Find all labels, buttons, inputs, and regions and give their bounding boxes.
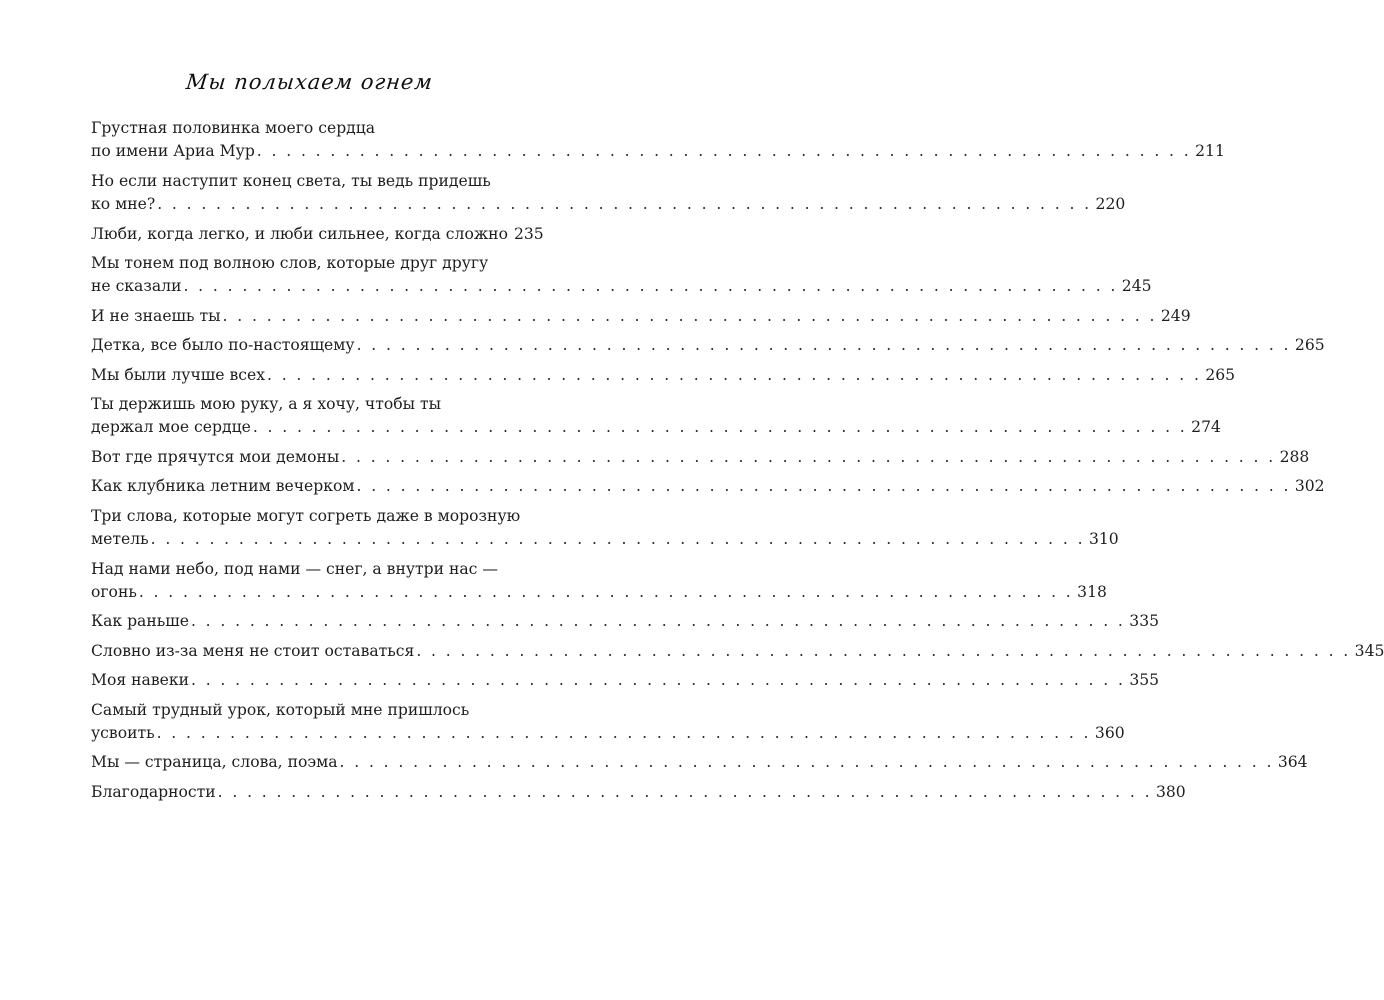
toc-entry[interactable] <box>91 334 1325 357</box>
dot-leader: . . . . . . . . . . . . . . . . . . . . . . . . . . . . . . . . . . . . . . . . . . . . . . . . . . . . . . . . . . . . . . . . <box>150 530 1085 549</box>
toc-entry-last-line <box>91 581 1107 604</box>
page-number: 249 <box>1160 306 1191 325</box>
toc-entry-title-line: Но если наступит конец света, ты ведь придешь <box>91 171 491 190</box>
toc-entry[interactable] <box>91 305 1191 328</box>
toc-entry-last-line <box>91 610 1160 633</box>
page-number: 380 <box>1155 782 1186 801</box>
toc-entry-last-line <box>91 751 1308 774</box>
toc-entry-last-line <box>91 781 1186 804</box>
toc-entry-title-line: усвоить <box>91 723 155 742</box>
toc-entry-title-line: Вот где прячутся мои демоны <box>91 447 340 466</box>
dot-leader: . . . . . . . . . . . . . . . . . . . . . . . . . . . . . . . . . . . . . . . . . . . . . . . . . . . . . . . . . . . . . . . . <box>191 671 1126 690</box>
page-number: 302 <box>1294 477 1325 496</box>
toc-entry[interactable] <box>91 446 1310 469</box>
toc-entry-last-line <box>91 640 1384 663</box>
dot-leader: . . . . . . . . . . . . . . . . . . . . . . . . . . . . . . . . . . . . . . . . . . . . . . . . . . . . . . . . . . . . . . . . <box>252 418 1188 437</box>
page-number: 288 <box>1279 447 1310 466</box>
toc-entry-last-line <box>91 416 1221 439</box>
toc-entry-last-line <box>91 475 1325 498</box>
toc-entry-title-line: по имени Ариа Мур <box>91 142 255 161</box>
toc-entry-title-line: Люби, когда легко, и люби сильнее, когда сложно <box>91 224 508 243</box>
dot-leader: . . . . . . . . . . . . . . . . . . . . . . . . . . . . . . . . . . . . . . . . . . . . . . . . . . . . . . . . . . . . . . . . <box>416 641 1351 660</box>
toc-entry[interactable] <box>91 393 1221 440</box>
page-number: 318 <box>1077 582 1107 601</box>
dot-leader: . . . . . . . . . . . . . . . . . . . . . . . . . . . . . . . . . . . . . . . . . . . . . . . . . . . . . . . . . . . . . . . . <box>267 365 1202 384</box>
toc-entry-title-line: Ты держишь мою руку, а я хочу, чтобы ты <box>91 395 442 414</box>
toc-entry[interactable] <box>91 223 544 246</box>
toc-entry-title-line: Как клубника летним вечерком <box>91 477 355 496</box>
page-number: 220 <box>1095 195 1126 214</box>
toc-entry-title-line: Как раньше <box>91 612 189 631</box>
toc-entry-last-line <box>91 364 1236 387</box>
toc-entry-last-line <box>91 669 1160 692</box>
toc-entry[interactable] <box>91 170 1126 217</box>
page-number: 274 <box>1191 418 1221 437</box>
toc-entry-title-line: И не знаешь ты <box>91 306 221 325</box>
toc-entry[interactable] <box>91 640 1384 663</box>
toc-entry[interactable] <box>91 558 1107 605</box>
toc-entry-last-line <box>91 275 1152 298</box>
dot-leader: . . . . . . . . . . . . . . . . . . . . . . . . . . . . . . . . . . . . . . . . . . . . . . . . . . . . . . . . . . . . . . . . <box>341 447 1276 466</box>
toc-entry-title-line: Детка, все было по-настоящему <box>91 336 355 355</box>
dot-leader: . . . . . . . . . . . . . . . . . . . . . . . . . . . . . . . . . . . . . . . . . . . . . . . . . . . . . . . . . . . . . . . . <box>217 782 1152 801</box>
dot-leader: . . . . . . . . . . . . . . . . . . . . . . . . . . . . . . . . . . . . . . . . . . . . . . . . . . . . . . . . . . . . . . . . <box>256 142 1192 161</box>
toc-entry-last-line <box>91 722 1125 745</box>
toc-entry-title-line: метель <box>91 530 149 549</box>
page-number: 245 <box>1121 277 1152 296</box>
toc-entry-last-line <box>91 193 1126 216</box>
dot-leader: . . . . . . . . . . . . . . . . . . . . . . . . . . . . . . . . . . . . . . . . . . . . . . . . . . . . . . . . . . . . . . . . <box>339 753 1274 772</box>
toc-entry-title-line: Благодарности <box>91 782 216 801</box>
toc-entry-title-line: не сказали <box>91 277 182 296</box>
page-number: 265 <box>1205 365 1236 384</box>
toc-entry[interactable] <box>91 751 1308 774</box>
page-number: 360 <box>1094 723 1125 742</box>
toc-entry-last-line <box>91 528 1119 551</box>
toc-entry-title-line: Моя навеки <box>91 671 189 690</box>
toc-entry[interactable] <box>91 364 1236 387</box>
toc-entry[interactable] <box>91 475 1325 498</box>
toc-entry[interactable] <box>91 117 1225 164</box>
dot-leader: . . . . . . . . . . . . . . . . . . . . . . . . . . . . . . . . . . . . . . . . . . . . . . . . . . . . . . . . . . . . . . . . <box>157 195 1092 214</box>
toc-entry-title-line: огонь <box>91 582 137 601</box>
dot-leader: . . . . . . . . . . . . . . . . . . . . . . . . . . . . . . . . . . . . . . . . . . . . . . . . . . . . . . . . . . . . . . . . <box>222 306 1157 325</box>
toc-entry-title-line: Грустная половинка моего сердца <box>91 119 376 137</box>
page-number: 211 <box>1195 142 1225 161</box>
dot-leader: . . . . . . . . . . . . . . . . . . . . . . . . . . . . . . . . . . . . . . . . . . . . . . . . . . . . . . . . . . . . . . . . <box>156 723 1091 742</box>
toc-entry-title-line: Мы были лучше всех <box>91 365 265 384</box>
toc-entry-title-line: Мы тонем под волною слов, которые друг другу <box>91 254 489 273</box>
toc-entry-last-line <box>91 140 1225 163</box>
section-title: Мы полыхаем огнем <box>184 70 435 94</box>
toc-entry[interactable] <box>91 699 1125 746</box>
toc-entry-title-line: Над нами небо, под нами — снег, а внутри нас — <box>91 559 498 578</box>
page-number: 345 <box>1354 641 1384 660</box>
page-number: 235 <box>513 224 544 243</box>
toc-entry[interactable] <box>91 610 1160 633</box>
toc-entry-title-line: Три слова, которые могут согреть даже в морозную <box>91 506 521 525</box>
dot-leader: . . . . . . . . . . . . . . . . . . . . . . . . . . . . . . . . . . . . . . . . . . . . . . . . . . . . . . . . . . . . . . . . <box>356 477 1291 496</box>
toc-entry-last-line <box>91 305 1191 328</box>
page-number: 265 <box>1294 336 1325 355</box>
dot-leader: . . . . . . . . . . . . . . . . . . . . . . . . . . . . . . . . . . . . . . . . . . . . . . . . . . . . . . . . . . . . . . . . <box>356 336 1291 355</box>
dot-leader: . . . . . . . . . . . . . . . . . . . . . . . . . . . . . . . . . . . . . . . . . . . . . . . . . . . . . . . . . . . . . . . . <box>190 612 1126 631</box>
page-number: 364 <box>1277 753 1308 772</box>
toc-entry[interactable] <box>91 252 1152 299</box>
toc-entry-title-line: Словно из-за меня не стоит оставаться <box>91 641 415 660</box>
page-number: 355 <box>1129 671 1160 690</box>
dot-leader: . . . . . . . . . . . . . . . . . . . . . . . . . . . . . . . . . . . . . . . . . . . . . . . . . . . . . . . . . . . . . . . . <box>138 582 1074 601</box>
toc-entry-title-line: Самый трудный урок, который мне пришлось <box>91 700 470 719</box>
toc-entry-title-line: ко мне? <box>91 195 156 214</box>
dot-leader: . . . . . . . . . . . . . . . . . . . . . . . . . . . . . . . . . . . . . . . . . . . . . . . . . . . . . . . . . . . . . . . . <box>183 277 1118 296</box>
toc-entry[interactable] <box>91 505 1119 552</box>
toc-entry-last-line <box>91 334 1325 357</box>
toc-entry-last-line <box>91 446 1310 469</box>
toc-entry-last-line <box>91 223 544 246</box>
toc-entry-title-line: держал мое сердце <box>91 418 251 437</box>
page-number: 310 <box>1088 530 1119 549</box>
toc-entry-title-line: Мы — страница, слова, поэма <box>91 753 338 772</box>
table-of-contents <box>91 117 1384 810</box>
toc-entry[interactable] <box>91 781 1186 804</box>
toc-entry[interactable] <box>91 669 1160 692</box>
page-number: 335 <box>1129 612 1160 631</box>
